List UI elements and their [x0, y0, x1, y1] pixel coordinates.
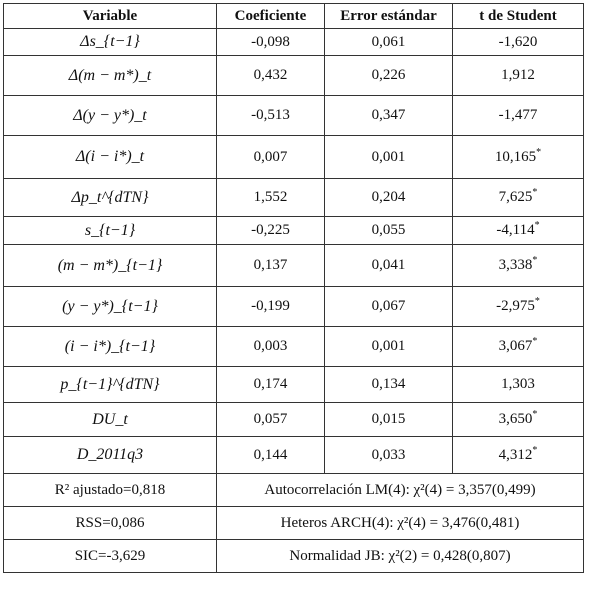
- t-cell: [453, 287, 584, 327]
- t-cell-text: 1,912: [501, 67, 535, 83]
- t-cell-text: 1,303: [501, 376, 535, 392]
- se-cell: [325, 56, 453, 96]
- coef-cell-text: 1,552: [253, 189, 288, 205]
- significance-mark: *: [532, 336, 538, 347]
- se-cell-text: 0,204: [371, 189, 406, 205]
- significance-mark: *: [532, 255, 538, 266]
- variable-cell: [4, 217, 217, 245]
- significance-mark: *: [532, 409, 538, 420]
- t-cell: [453, 179, 584, 217]
- se-cell-text: 0,067: [371, 298, 406, 314]
- variable-cell: [4, 287, 217, 327]
- header-coeficiente: Coeficiente: [217, 4, 325, 29]
- coef-cell-text: -0,513: [251, 107, 290, 123]
- variable-cell: [4, 96, 217, 136]
- t-cell-text: -2,975: [496, 298, 535, 314]
- coef-cell-text: 0,007: [253, 148, 288, 165]
- se-cell: [325, 287, 453, 327]
- variable-cell-text: (y − y*)_{t−1}: [62, 297, 158, 315]
- coef-cell: [217, 56, 325, 96]
- variable-cell: [4, 367, 217, 403]
- coef-cell: [217, 287, 325, 327]
- coef-cell: [217, 29, 325, 56]
- coef-cell-text: -0,199: [251, 298, 290, 314]
- se-cell-text: 0,015: [371, 411, 406, 427]
- table-row: [4, 327, 584, 367]
- table-row: [4, 287, 584, 327]
- coef-cell: [217, 96, 325, 136]
- se-cell: [325, 179, 453, 217]
- variable-cell-text: p_{t−1}^{dTN}: [60, 375, 160, 393]
- se-cell: [325, 437, 453, 474]
- variable-cell-text: Δs_{t−1}: [80, 33, 140, 50]
- t-cell: [453, 327, 584, 367]
- header-variable: Variable: [4, 4, 217, 29]
- coef-cell-text: 0,432: [253, 67, 288, 83]
- t-cell: [453, 136, 584, 179]
- stat-r2: R² ajustado=0,818: [4, 474, 217, 507]
- regression-table: [3, 3, 584, 573]
- t-cell-text: 7,625: [498, 189, 533, 205]
- significance-mark: *: [532, 444, 538, 456]
- coef-cell-text: 0,174: [253, 376, 288, 392]
- t-cell: [453, 29, 584, 56]
- se-cell: [325, 403, 453, 437]
- variable-cell: [4, 136, 217, 179]
- se-cell: [325, 367, 453, 403]
- coef-cell: [217, 403, 325, 437]
- se-cell-text: 0,061: [371, 33, 406, 50]
- table-row: [4, 437, 584, 474]
- stat-rss: RSS=0,086: [4, 507, 217, 540]
- stats-row: [4, 507, 584, 540]
- table-row: [4, 29, 584, 56]
- variable-cell-text: (m − m*)_{t−1}: [57, 256, 163, 274]
- se-cell-text: 0,041: [371, 257, 406, 273]
- variable-cell: [4, 327, 217, 367]
- t-cell: [453, 217, 584, 245]
- variable-cell: [4, 29, 217, 56]
- t-cell-text: -1,477: [498, 107, 538, 123]
- header-error-estandar: Error estándar: [325, 4, 453, 29]
- se-cell-text: 0,347: [371, 107, 406, 123]
- se-cell-text: 0,001: [371, 148, 406, 165]
- coef-cell-text: 0,144: [253, 446, 288, 463]
- variable-cell-text: Δ(i − i*)_t: [75, 148, 145, 165]
- se-cell-text: 0,033: [371, 446, 406, 463]
- variable-cell: [4, 437, 217, 474]
- stat-autocorrelation: Autocorrelación LM(4): χ²(4) = 3,357(0,499): [217, 474, 584, 507]
- coef-cell-text: -0,098: [251, 33, 290, 50]
- t-cell: [453, 56, 584, 96]
- variable-cell-text: Δ(m − m*)_t: [68, 66, 152, 84]
- coef-cell: [217, 367, 325, 403]
- coef-cell: [217, 217, 325, 245]
- stats-row: [4, 540, 584, 573]
- significance-mark: *: [532, 187, 538, 198]
- coef-cell-text: 0,137: [253, 257, 288, 273]
- coef-cell-text: 0,003: [253, 338, 288, 354]
- coef-cell-text: -0,225: [251, 222, 290, 238]
- header-row: [4, 4, 584, 29]
- table-row: [4, 245, 584, 287]
- stats-row: [4, 474, 584, 507]
- stat-heteros: Heteros ARCH(4): χ²(4) = 3,476(0,481): [217, 507, 584, 540]
- coef-cell: [217, 245, 325, 287]
- variable-cell-text: D_2011q3: [76, 446, 144, 463]
- table-row: [4, 367, 584, 403]
- se-cell: [325, 245, 453, 287]
- se-cell: [325, 29, 453, 56]
- variable-cell: [4, 403, 217, 437]
- t-cell-text: 10,165: [494, 148, 537, 165]
- se-cell: [325, 217, 453, 245]
- t-cell-text: 3,650: [498, 411, 533, 427]
- coef-cell-text: 0,057: [253, 411, 288, 427]
- t-cell: [453, 437, 584, 474]
- significance-mark: *: [534, 220, 540, 231]
- table-row: [4, 403, 584, 437]
- stat-sic: SIC=-3,629: [4, 540, 217, 573]
- t-cell: [453, 367, 584, 403]
- se-cell: [325, 136, 453, 179]
- t-cell-text: 3,338: [498, 257, 533, 273]
- variable-cell-text: (i − i*)_{t−1}: [64, 337, 156, 355]
- header-t-student: t de Student: [453, 4, 584, 29]
- variable-cell-text: Δ(y − y*)_t: [73, 106, 147, 124]
- coef-cell: [217, 179, 325, 217]
- diagnostic-stats: [4, 474, 584, 573]
- t-cell: [453, 245, 584, 287]
- t-cell: [453, 96, 584, 136]
- table-row: [4, 136, 584, 179]
- se-cell-text: 0,226: [371, 67, 406, 83]
- t-cell-text: -1,620: [498, 33, 538, 50]
- variable-cell: [4, 179, 217, 217]
- t-cell: [453, 403, 584, 437]
- table-row: [4, 179, 584, 217]
- coef-cell: [217, 437, 325, 474]
- se-cell: [325, 327, 453, 367]
- variable-cell-text: DU_t: [92, 410, 128, 428]
- table-row: [4, 56, 584, 96]
- significance-mark: *: [534, 296, 540, 307]
- table-row: [4, 96, 584, 136]
- variable-cell-text: Δp_t^{dTN}: [71, 188, 149, 206]
- se-cell-text: 0,134: [371, 376, 406, 392]
- se-cell: [325, 96, 453, 136]
- t-cell-text: -4,114: [496, 222, 535, 238]
- coef-cell: [217, 327, 325, 367]
- se-cell-text: 0,001: [371, 338, 406, 354]
- variable-cell: [4, 245, 217, 287]
- coef-cell: [217, 136, 325, 179]
- t-cell-text: 4,312: [498, 446, 533, 463]
- variable-cell-text: s_{t−1}: [84, 221, 136, 239]
- t-cell-text: 3,067: [498, 338, 533, 354]
- coefficient-rows: [4, 29, 584, 474]
- table-row: [4, 217, 584, 245]
- stat-normalidad: Normalidad JB: χ²(2) = 0,428(0,807): [217, 540, 584, 573]
- se-cell-text: 0,055: [371, 222, 406, 238]
- variable-cell: [4, 56, 217, 96]
- significance-mark: *: [536, 146, 542, 158]
